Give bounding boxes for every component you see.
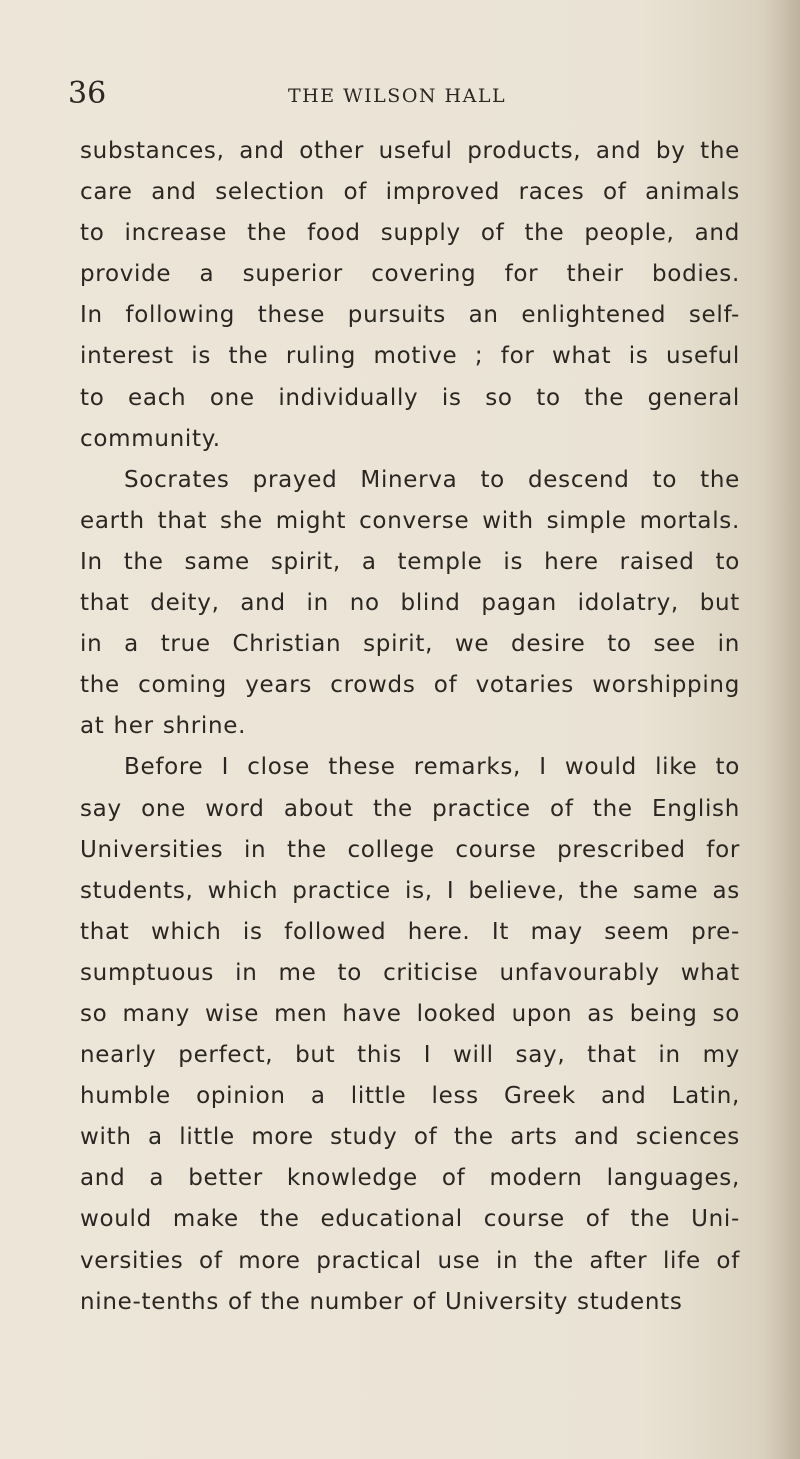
text-line: nearly perfect, but this I will say, that in my bbox=[80, 1042, 740, 1069]
body-text bbox=[80, 131, 740, 1323]
text-line: provide a superior covering for their bodies. bbox=[80, 261, 740, 288]
text-line: interest is the ruling motive ; for what is useful bbox=[80, 343, 740, 370]
text-line: so many wise men have looked upon as being so bbox=[80, 1000, 740, 1027]
text-line: the coming years crowds of votaries worshipping bbox=[80, 672, 740, 699]
running-title: THE WILSON HALL bbox=[288, 85, 507, 107]
text-line: In following these pursuits an enlightened self- bbox=[80, 302, 740, 329]
text-line: with a little more study of the arts and sciences bbox=[80, 1124, 740, 1151]
text-line: Universities in the college course prescribed for bbox=[80, 836, 740, 863]
text-line: Before I close these remarks, I would like to bbox=[124, 754, 740, 781]
text-line: that deity, and in no blind pagan idolatry, but bbox=[80, 590, 740, 617]
text-line: to increase the food supply of the people, and bbox=[80, 220, 740, 247]
text-line: In the same spirit, a temple is here raised to bbox=[80, 548, 740, 575]
page-header bbox=[68, 76, 748, 116]
page-number: 36 bbox=[68, 76, 107, 111]
text-line: would make the educational course of the Uni- bbox=[80, 1206, 740, 1233]
text-line: earth that she might converse with simple mortals. bbox=[80, 507, 740, 534]
text-line: and a better knowledge of modern languages, bbox=[80, 1165, 740, 1192]
text-line: sumptuous in me to criticise unfavourably what bbox=[80, 959, 740, 986]
text-line: substances, and other useful products, and by the bbox=[80, 138, 740, 164]
text-line: at her shrine. bbox=[80, 713, 247, 740]
text-line: that which is followed here. It may seem pre- bbox=[80, 918, 740, 945]
page-edge-shadow bbox=[764, 0, 800, 1459]
text-line: to each one individually is so to the general bbox=[80, 384, 740, 411]
text-line: humble opinion a little less Greek and Latin, bbox=[80, 1083, 740, 1110]
text-line: care and selection of improved races of animals bbox=[80, 179, 740, 206]
text-line: community. bbox=[80, 425, 221, 452]
text-line: nine-tenths of the number of University students bbox=[80, 1288, 683, 1315]
text-line: students, which practice is, I believe, the same as bbox=[80, 877, 740, 904]
text-line: say one word about the practice of the English bbox=[80, 795, 740, 822]
text-line: in a true Christian spirit, we desire to see in bbox=[80, 631, 740, 658]
text-line: versities of more practical use in the after life of bbox=[80, 1247, 740, 1274]
text-line: Socrates prayed Minerva to descend to the bbox=[124, 466, 740, 493]
